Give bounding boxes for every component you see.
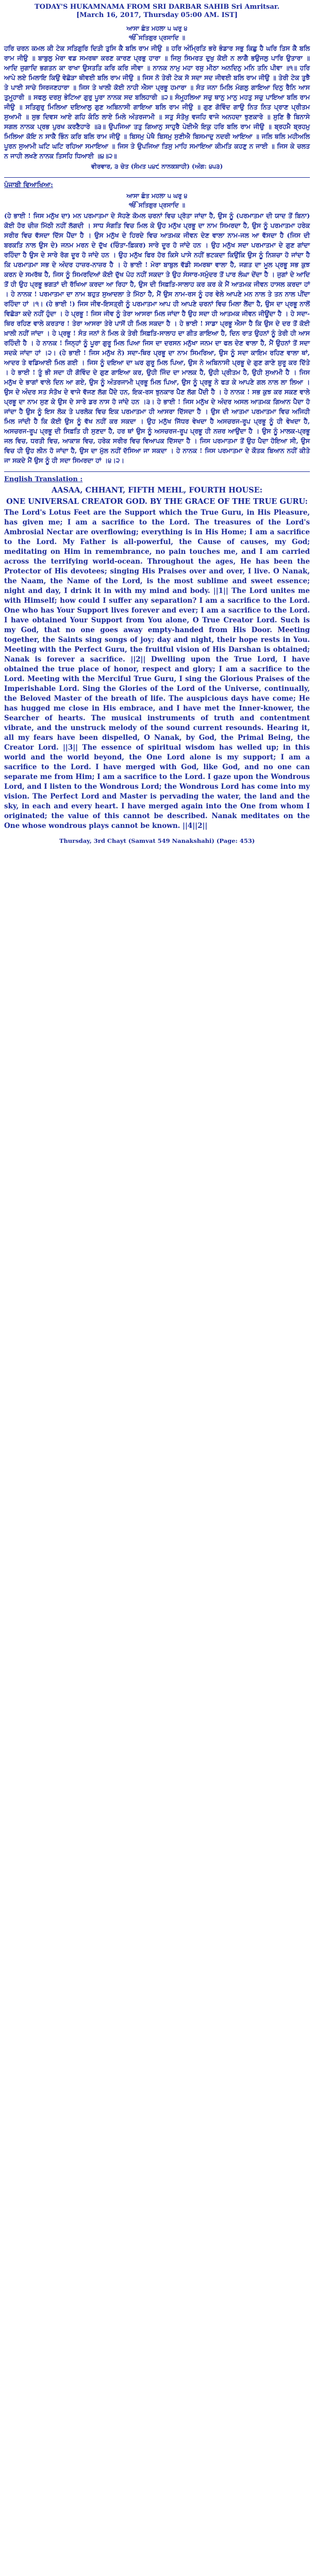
english-section-label: English Translation : bbox=[4, 476, 83, 483]
punjabi-section-label: ਪੰਜਾਬੀ ਵਿਆਖਿਆ: bbox=[4, 181, 53, 189]
punjabi-explanation-text: (ਹੇ ਭਾਈ ! ਜਿਸ ਮਨੁੱਖ ਦਾ) ਮਨ ਪਰਮਾਤਮਾ ਦੇ ਸੋਹਣੇ ਕੋਮਲ ਚਰਨਾਂ ਵਿਚ ਪ੍ਰੋਤਾ ਜਾਂਦਾ ਹੈ, ਉਸ ਨੂੰ (ਪਰਮਾਤਮਾ ਦੀ ਯਾਦ ਤੋਂ ਬਿਨਾ) ਕੋਈ ਹੋਰ ਚੀਜ਼ ਮਿੱਠੀ ਨਹੀਂ ਲੱਗਦੀ । ਸਾਧ ਸੰਗਤਿ ਵਿਚ ਮਿਲ ਕੇ ਉਹ ਮਨੁੱਖ ਪ੍ਰਭੂ ਦਾ ਨਾਮ ਸਿਮਰਦਾ ਹੈ, ਉਸ ਨੂੰ ਪਰਮਾਤਮਾ ਹਰੇਕ ਸਰੀਰ ਵਿਚ ਵੱਸਦਾ ਦਿੱਸ ਪੈਂਦਾ ਹੈ । ਉਸ ਮਨੁੱਖ ਦੇ ਹਿਰਦੇ ਵਿਚ ਆਤਮਕ ਜੀਵਨ ਦੇਣ ਵਾਲਾ ਨਾਮ-ਜਲ ਆ ਵੱਸਦਾ ਹੈ (ਜਿਸ ਦੀ ਬਰਕਤਿ ਨਾਲ ਉਸ ਦੇ) ਜਨਮ ਮਰਨ ਦੇ ਦੁੱਖ (ਚਿੰਤਾ-ਫ਼ਿਕਰ) ਸਾਰੇ ਦੂਰ ਹੋ ਜਾਂਦੇ ਹਨ । ਉਹ ਮਨੁੱਖ ਸਦਾ ਪਰਮਾਤਮਾ ਦੇ ਗੁਣ ਗਾਂਦਾ ਰਹਿੰਦਾ ਹੈ ਉਸ ਦੇ ਸਾਰੇ ਰੋਗ ਦੂਰ ਹੋ ਜਾਂਦੇ ਹਨ । ਉਹ ਮਨੁੱਖ ਫਿਰ ਹੋਰ ਕਿਸੇ ਪਾਸੇ ਨਹੀਂ ਭਟਕਦਾ ਕਿਉਂਕਿ ਉਸ ਨੂੰ ਨਿਸ਼ਚਾ ਹੋ ਜਾਂਦਾ ਹੈ ਕਿ ਪਰਮਾਤਮਾ ਸਭ ਦੇ ਅੰਦਰ ਹਾਜ਼ਰ-ਨਾਜ਼ਰ ਹੈ । ਹੇ ਭਾਈ ! ਮੇਰਾ ਬਾਬੁਲ ਵੱਡੀ ਸਮਰਥਾ ਵਾਲਾ ਹੈ, ਜਗਤ ਦਾ ਮੂਲ ਪ੍ਰਭੂ ਸਭ ਕੁਝ ਕਰਨ ਦੇ ਸਮਰੱਥ ਹੈ, ਜਿਸ ਨੂੰ ਸਿਮਰਦਿਆਂ ਕੋਈ ਦੁੱਖ ਪੋਹ ਨਹੀਂ ਸਕਦਾ ਤੇ ਉਹ ਸੰਸਾਰ-ਸਮੁੰਦਰ ਤੋਂ ਪਾਰ ਲੰਘਾ ਦੇਂਦਾ ਹੈ । ਜੁਗਾਂ ਦੇ ਆਦਿ ਤੋਂ ਹੀ ਉਹ ਪ੍ਰਭੂ ਭਗਤਾਂ ਦੀ ਰੱਖਿਆ ਕਰਦਾ ਆ ਰਿਹਾ ਹੈ, ਉਸ ਦੀ ਸਿਫ਼ਤਿ-ਸਾਲਾਹ ਕਰ ਕਰ ਕੇ ਮੈਂ ਆਤਮਕ ਜੀਵਨ ਹਾਸਲ ਕਰਦਾ ਹਾਂ । ਹੇ ਨਾਨਕ ! ਪਰਮਾਤਮਾ ਦਾ ਨਾਮ ਬਹੁਤ ਸੁਆਦਲਾ ਤੇ ਮਿੱਠਾ ਹੈ, ਮੈਂ ਉਸ ਨਾਮ-ਰਸ ਨੂੰ ਹਰ ਵੇਲੇ ਆਪਣੇ ਮਨ ਨਾਲ ਤੇ ਤਨ ਨਾਲ ਪੀਂਦਾ ਰਹਿੰਦਾ ਹਾਂ ।੧। (ਹੇ ਭਾਈ !) ਜਿਸ ਜੀਵ-ਇਸਤ੍ਰੀ ਨੂੰ ਪਰਮਾਤਮਾ ਆਪ ਹੀ ਆਪਣੇ ਚਰਨਾਂ ਵਿਚ ਮਿਲਾ ਲੈਂਦਾ ਹੈ, ਉਸ ਦਾ ਪ੍ਰਭੂ ਨਾਲੋਂ ਵਿਛੋੜਾ ਕਦੇ ਨਹੀਂ ਹੁੰਦਾ । ਹੇ ਪ੍ਰਭੂ ! ਜਿਸ ਜੀਵ ਨੂੰ ਤੇਰਾ ਆਸਰਾ ਮਿਲ ਜਾਂਦਾ ਹੈ ਉਹ ਸਦਾ ਹੀ ਆਤਮਕ ਜੀਵਨ ਜੀਊਂਦਾ ਹੈ । ਹੇ ਸਦਾ-ਥਿਰ ਰਹਿਣ ਵਾਲੇ ਕਰਤਾਰ ! ਤੇਰਾ ਆਸਰਾ ਤੇਰੇ ਪਾਸੋਂ ਹੀ ਮਿਲ ਸਕਦਾ ਹੈ । ਹੇ ਭਾਈ ! ਸਾਡਾ ਪ੍ਰਭੂ ਐਸਾ ਹੈ ਕਿ ਉਸ ਦੇ ਦਰ ਤੋਂ ਕੋਈ ਖ਼ਾਲੀ ਨਹੀਂ ਜਾਂਦਾ । ਹੇ ਪ੍ਰਭੂ ! ਸੰਤ ਜਨਾਂ ਨੇ ਮਿਲ ਕੇ ਤੇਰੀ ਸਿਫ਼ਤਿ-ਸਾਲਾਹ ਦਾ ਗੀਤ ਗਾਇਆ ਹੈ, ਦਿਨ ਰਾਤ ਉਹਨਾਂ ਨੂੰ ਤੇਰੀ ਹੀ ਆਸ ਰਹਿੰਦੀ ਹੈ । ਹੇ ਨਾਨਕ ! ਜਿਨ੍ਹਾਂ ਨੂੰ ਪੂਰਾ ਗੁਰੂ ਮਿਲ ਪਿਆ ਜਿਸ ਦਾ ਦਰਸਨ ਮਨੁੱਖਾ ਜਨਮ ਦਾ ਫਲ ਦੇਣ ਵਾਲਾ ਹੈ, ਮੈਂ ਉਹਨਾਂ ਤੋਂ ਸਦਾ ਸਦਕੇ ਜਾਂਦਾ ਹਾਂ ।੨। (ਹੇ ਭਾਈ ! ਜਿਸ ਮਨੁੱਖ ਨੇ) ਸਦਾ-ਥਿਰ ਪ੍ਰਭੂ ਦਾ ਨਾਮ ਸਿਮਰਿਆ, ਉਸ ਨੂੰ ਸਦਾ ਕਾਇਮ ਰਹਿਣ ਵਾਲਾ ਥਾਂ, ਆਦਰ ਤੇ ਵਡਿਆਈ ਮਿਲ ਗਈ । ਜਿਸ ਨੂੰ ਦਇਆ ਦਾ ਘਰ ਗੁਰੂ ਮਿਲ ਪਿਆ, ਉਸ ਨੇ ਅਬਿਨਾਸੀ ਪ੍ਰਭੂ ਦੇ ਗੁਣ ਗਾਣੇ ਸ਼ੁਰੂ ਕਰ ਦਿੱਤੇ । ਹੇ ਭਾਈ ! ਤੂੰ ਭੀ ਸਦਾ ਹੀ ਗੋਵਿੰਦ ਦੇ ਗੁਣ ਗਾਇਆ ਕਰ, ਉਹੀ ਜਿੰਦ ਦਾ ਮਾਲਕ ਹੈ, ਉਹੀ ਪ੍ਰੀਤਮ ਹੈ, ਉਹੀ ਸੁਆਮੀ ਹੈ । ਜਿਸ ਮਨੁੱਖ ਦੇ ਭਾਗਾਂ ਵਾਲੇ ਦਿਨ ਆ ਗਏ, ਉਸ ਨੂੰ ਅੰਤਰਜਾਮੀ ਪ੍ਰਭੂ ਮਿਲ ਪਿਆ, ਉਸ ਨੂੰ ਪ੍ਰਭੂ ਨੇ ਫੜ ਕੇ ਆਪਣੇ ਗਲ ਨਾਲ ਲਾ ਲਿਆ । ਉਸ ਦੇ ਅੰਦਰ ਸਤ ਸੰਤੋਖ ਦੇ ਵਾਜੇ ਵੱਜਣ ਲੱਗ ਪੈਂਦੇ ਹਨ, ਇਕ-ਰਸ ਝੁਨਕਾਰ ਪੈਣ ਲੱਗ ਪੈਂਦੀ ਹੈ । ਹੇ ਨਾਨਕ ! ਸਭ ਕੁਝ ਕਰ ਸਕਣ ਵਾਲੇ ਪ੍ਰਭੂ ਦਾ ਨਾਮ ਸੁਣ ਕੇ ਉਸ ਦੇ ਸਾਰੇ ਡਰ ਨਾਸ ਹੋ ਜਾਂਦੇ ਹਨ ।੩। ਹੇ ਭਾਈ ! ਜਿਸ ਮਨੁੱਖ ਦੇ ਅੰਦਰ ਅਸਲ ਆਤਮਕ ਗਿਆਨ ਪੈਦਾ ਹੋ ਜਾਂਦਾ ਹੈ ਉਸ ਨੂੰ ਇਸ ਲੋਕ ਤੇ ਪਰਲੋਕ ਵਿਚ ਇਕ ਪਰਮਾਤਮਾ ਹੀ ਆਸਰਾ ਦਿੱਸਦਾ ਹੈ । ਉਸ ਦੀ ਆਤਮਾ ਪਰਮਾਤਮਾ ਵਿਚ ਅਜਿਹੀ ਮਿਲ ਜਾਂਦੀ ਹੈ ਕਿ ਕੋਈ ਉਸ ਨੂੰ ਵੱਖ ਨਹੀਂ ਕਰ ਸਕਦਾ । ਉਹ ਮਨੁੱਖ ਜਿੱਧਰ ਵੇਖਦਾ ਹੈ ਅਸਚਰਜ-ਰੂਪ ਪ੍ਰਭੂ ਨੂੰ ਹੀ ਵੇਖਦਾ ਹੈ, ਅਸਚਰਜ-ਰੂਪ ਪ੍ਰਭੂ ਦੀ ਸਿਫ਼ਤਿ ਹੀ ਸੁਣਦਾ ਹੈ, ਹਰ ਥਾਂ ਉਸ ਨੂੰ ਅਸਚਰਜ-ਰੂਪ ਪ੍ਰਭੂ ਹੀ ਨਜ਼ਰ ਆਉਂਦਾ ਹੈ । ਉਸ ਨੂੰ ਮਾਲਕ-ਪ੍ਰਭੂ ਜਲ ਵਿਚ, ਧਰਤੀ ਵਿਚ, ਆਕਾਸ਼ ਵਿਚ, ਹਰੇਕ ਸਰੀਰ ਵਿਚ ਵਿਆਪਕ ਦਿੱਸਦਾ ਹੈ । ਜਿਸ ਪਰਮਾਤਮਾ ਤੋਂ ਉਹ ਪੈਦਾ ਹੋਇਆ ਸੀ, ਉਸ ਵਿਚ ਹੀ ਉਹ ਲੀਨ ਹੋ ਜਾਂਦਾ ਹੈ, ਉਸ ਦਾ ਮੁੱਲ ਨਹੀਂ ਦੱਸਿਆ ਜਾ ਸਕਦਾ । ਹੇ ਨਾਨਕ ! ਜਿਸ ਪਰਮਾਤਮਾ ਦੇ ਕੌਤਕ ਬਿਆਨ ਨਹੀਂ ਕੀਤੇ ਜਾ ਸਕਦੇ ਮੈਂ ਉਸ ਨੂੰ ਹੀ ਸਦਾ ਸਿਮਰਦਾ ਹਾਂ ।੪।੨। bbox=[4, 212, 310, 464]
footer-date-page: Thursday, 3rd Chayt (Samvat 549 Nanakshahi) (Page: 453) bbox=[59, 837, 255, 844]
gurbani-shabad-text: ਹਰਿ ਚਰਨ ਕਮਲ ਕੀ ਟੇਕ ਸਤਿਗੁਰਿ ਦਿਤੀ ਤੁਸਿ ਕੈ ਬਲਿ ਰਾਮ ਜੀਉ ॥ ਹਰਿ ਅੰਮ੍ਰਿਤਿ ਭਰੇ ਭੰਡਾਰ ਸਭੁ ਕਿਛੁ ਹੈ ਘਰਿ ਤਿਸ ਕੈ ਬਲਿ ਰਾਮ ਜੀਉ ॥ ਬਾਬੁਲੁ ਮੇਰਾ ਵਡ ਸਮਰਥਾ ਕਰਣ ਕਾਰਣ ਪ੍ਰਭੁ ਹਾਰਾ ॥ ਜਿਸੁ ਸਿਮਰਤ ਦੁਖੁ ਕੋਈ ਨ ਲਾਗੈ ਭਉਜਲੁ ਪਾਰਿ ਉਤਾਰਾ ॥ ਆਦਿ ਜੁਗਾਦਿ ਭਗਤਨ ਕਾ ਰਾਖਾ ਉਸਤਤਿ ਕਰਿ ਕਰਿ ਜੀਵਾ ॥ ਨਾਨਕ ਨਾਮੁ ਮਹਾ ਰਸੁ ਮੀਠਾ ਅਨਦਿਨੁ ਮਨਿ ਤਨਿ ਪੀਵਾ ॥੧॥ ਹਰਿ ਆਪੇ ਲਏ ਮਿਲਾਇ ਕਿਉ ਵੇਛੋੜਾ ਥੀਵਈ ਬਲਿ ਰਾਮ ਜੀਉ ॥ ਜਿਸ ਨੋ ਤੇਰੀ ਟੇਕ ਸੋ ਸਦਾ ਸਦ ਜੀਵਈ ਬਲਿ ਰਾਮ ਜੀਉ ॥ ਤੇਰੀ ਟੇਕ ਤੁਝੈ ਤੇ ਪਾਈ ਸਾਚੇ ਸਿਰਜਣਹਾਰਾ ॥ ਜਿਸ ਤੇ ਖਾਲੀ ਕੋਈ ਨਾਹੀ ਐਸਾ ਪ੍ਰਭੂ ਹਮਾਰਾ ॥ ਸੰਤ ਜਨਾ ਮਿਲਿ ਮੰਗਲੁ ਗਾਇਆ ਦਿਨੁ ਰੈਨਿ ਆਸ ਤੁਮ੍ਹ੍ਹਾਰੀ ॥ ਸਫਲੁ ਦਰਸੁ ਭੇਟਿਆ ਗੁਰੁ ਪੂਰਾ ਨਾਨਕ ਸਦ ਬਲਿਹਾਰੀ ॥੨॥ ਸੰਮ੍ਹ੍ਹਲਿਆ ਸਚੁ ਥਾਨੁ ਮਾਨੁ ਮਹਤੁ ਸਚੁ ਪਾਇਆ ਬਲਿ ਰਾਮ ਜੀਉ ॥ ਸਤਿਗੁਰੁ ਮਿਲਿਆ ਦਇਆਲੁ ਗੁਣ ਅਬਿਨਾਸੀ ਗਾਇਆ ਬਲਿ ਰਾਮ ਜੀਉ ॥ ਗੁਣ ਗੋਵਿੰਦ ਗਾਉ ਨਿਤ ਨਿਤ ਪ੍ਰਾਣ ਪ੍ਰੀਤਮ ਸੁਆਮੀ ॥ ਸੁਭ ਦਿਵਸ ਆਏ ਗਹਿ ਕੰਠਿ ਲਾਏ ਮਿਲੇ ਅੰਤਰਜਾਮੀ ॥ ਸਤੁ ਸੰਤੋਖੁ ਵਜਹਿ ਵਾਜੇ ਅਨਹਦਾ ਝੁਣਕਾਰੇ ॥ ਸੁਣਿ ਭੈ ਬਿਨਾਸੇ ਸਗਲ ਨਾਨਕ ਪ੍ਰਭ ਪੁਰਖ ਕਰਣੈਹਾਰੇ ॥੩॥ ਉਪਜਿਆ ਤਤੁ ਗਿਆਨੁ ਸਾਹੁਰੈ ਪੇਈਐ ਇਕੁ ਹਰਿ ਬਲਿ ਰਾਮ ਜੀਉ ॥ ਬ੍ਰਹਮੈ ਬ੍ਰਹਮੁ ਮਿਲਿਆ ਕੋਇ ਨ ਸਾਕੈ ਭਿੰਨ ਕਰਿ ਬਲਿ ਰਾਮ ਜੀਉ ॥ ਬਿਸਮੁ ਪੇਖੈ ਬਿਸਮੁ ਸੁਣੀਐ ਬਿਸਮਾਦੁ ਨਦਰੀ ਆਇਆ ॥ ਜਲਿ ਥਲਿ ਮਹੀਅਲਿ ਪੂਰਨ ਸੁਆਮੀ ਘਟਿ ਘਟਿ ਰਹਿਆ ਸਮਾਇਆ ॥ ਜਿਸ ਤੇ ਉਪਜਿਆ ਤਿਸੁ ਮਾਹਿ ਸਮਾਇਆ ਕੀਮਤਿ ਕਹਣੁ ਨ ਜਾਈ ॥ ਜਿਸ ਕੇ ਚਲਤ ਨ ਜਾਹੀ ਲਖਣੇ ਨਾਨਕ ਤਿਸਹਿ ਧਿਆਈ ॥੪॥੨॥ bbox=[4, 44, 310, 160]
punjabi-raag-heading: ਆਸਾ ਛੰਤ ਮਹਲਾ ੫ ਘਰੁ ੪ bbox=[126, 192, 188, 199]
ik-onkar-line: ੴ ਸਤਿਗੁਰ ਪ੍ਰਸਾਦਿ ॥ bbox=[129, 34, 185, 41]
page-title: TODAY'S HUKAMNAMA FROM SRI DARBAR SAHIB Sri Amritsar. bbox=[35, 3, 279, 11]
english-translation-text: The Lord's Lotus Feet are the Support which the True Guru, in His Pleasure, has given me; I am a sacrifice to the Lord. The treasures of the Lord's Ambrosial Nectar are overflowing; everything is in His Home; I am a sacrifice to the Lord. My Father is all-powerful, the Cause of causes, my God; meditating on Him in remembrance, no pain touches me, and I am carried across the terrifying world-ocean. Throughout the ages, He has been the Protector of His devotees; singing His Praises over and over, I live. O Nanak, the Naam, the Name of the Lord, is the most sublime and sweet essence; night and day, I drink it in with my mind and body. ||1|| The Lord unites me with Himself; how could I suffer any separation? I am a sacrifice to the Lord. One who has Your Support lives forever and ever; I am a sacrifice to the Lord. I have obtained Your Support from You alone, O True Creator Lord. Such is my God, that no one goes away empty-handed from His Door. Meeting together, the Saints sing songs of joy; day and night, their hope rests in You. Meeting with the Perfect Guru, the fruitful vision of His Darshan is obtained; Nanak is forever a sacrifice. ||2|| Dwelling upon the True Lord, I have obtained the true place of honor, respect and glory; I am a sacrifice to the Lord. Meeting with the Merciful True Guru, I sing the Glorious Praises of the Imperishable Lord. Sing the Glories of the Lord of the Universe, continually, the Beloved Master of the breath of life. The auspicious days have come; He has hugged me close in His embrace, and I have met the Inner-knower, the Searcher of hearts. The musical instruments of truth and contentment vibrate, and the unstruck melody of the sound current resounds. Hearing it, all my fears have been dispelled, O Nanak, by God, the Primal Being, the Creator Lord. ||3|| The essence of spiritual wisdom has welled up; in this world and the world beyond, the One Lord alone is my support; I am a sacrifice to the Lord. I have merged with God, like God, and no one can separate me from Him; I am a sacrifice to the Lord. I gaze upon the Wondrous Lord, and I listen to the Wondrous Lord; the Wondrous Lord has come into my vision. The Perfect Lord and Master is pervading the water, the land and the sky, in each and every heart. I have merged again into the One from whom I originated; the value of this cannot be described. Nanak meditates on the One whose wondrous plays cannot be known. ||4||2|| bbox=[4, 509, 310, 830]
gurmukhi-date-line: ਵੀਰਵਾਰ, ੩ ਚੇਤ (ਸੰਮਤ ੫੪੯ ਨਾਨਕਸ਼ਾਹੀ) (ਅੰਗ: ੪੫੩) bbox=[91, 163, 223, 170]
section-divider bbox=[4, 177, 310, 178]
english-title: AASAA, CHHANT, FIFTH MEHL, FOURTH HOUSE: bbox=[51, 486, 263, 495]
section-divider bbox=[4, 471, 310, 472]
raag-heading: ਆਸਾ ਛੰਤ ਮਹਲਾ ੫ ਘਰੁ ੪ bbox=[126, 25, 188, 32]
hukamnama-page bbox=[0, 0, 314, 858]
english-subtitle: ONE UNIVERSAL CREATOR GOD. BY THE GRACE OF THE TRUE GURU: bbox=[6, 497, 308, 506]
page-date: [March 16, 2017, Thursday 05:00 AM. IST] bbox=[76, 11, 238, 19]
punjabi-ik-onkar-line: ੴ ਸਤਿਗੁਰ ਪ੍ਰਸਾਦਿ ॥ bbox=[129, 201, 185, 209]
